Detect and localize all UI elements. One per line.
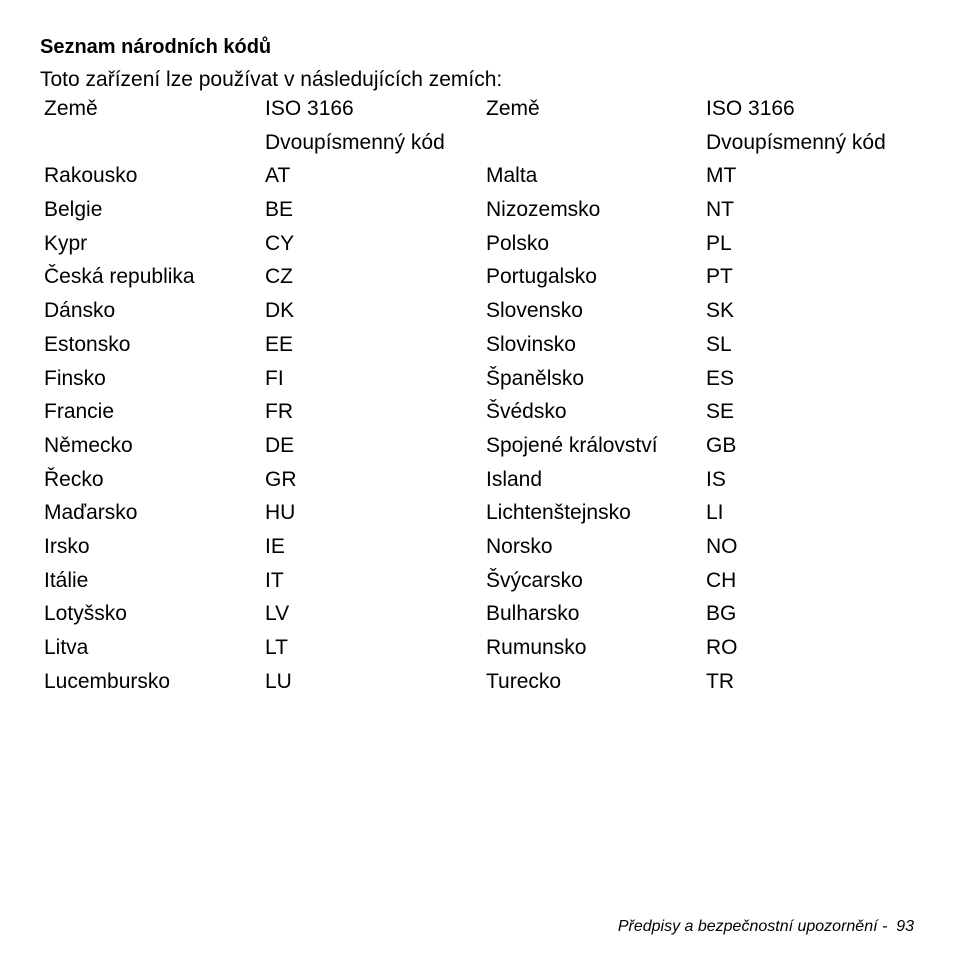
table-row [44, 227, 924, 261]
iso-code: PT [706, 265, 733, 289]
country-name: Lotyšsko [44, 602, 127, 626]
table-row [44, 159, 924, 193]
country-name: Slovensko [486, 299, 583, 323]
table-row [44, 294, 924, 328]
iso-code: BG [706, 602, 737, 626]
country-name: Německo [44, 433, 133, 457]
country-name: Belgie [44, 198, 103, 222]
header-country-1: Země [44, 97, 98, 120]
footer-text: Předpisy a bezpečnostní upozornění - [617, 918, 888, 935]
table-row [44, 260, 924, 294]
iso-code: RO [706, 636, 738, 659]
iso-code: MT [706, 164, 737, 188]
country-name: Švýcarsko [486, 568, 583, 592]
table-header-row [44, 92, 924, 126]
iso-code: CZ [265, 265, 293, 289]
country-name: Lichtenštejnsko [486, 501, 631, 525]
country-name: Rumunsko [486, 636, 587, 659]
iso-code: IS [706, 467, 726, 491]
iso-code: CH [706, 568, 737, 592]
country-name: Maďarsko [44, 501, 138, 525]
country-name: Bulharsko [486, 602, 580, 626]
table-row [44, 530, 924, 564]
country-name: Litva [44, 636, 89, 659]
page-number: 93 [896, 918, 914, 935]
iso-code: NO [706, 534, 738, 558]
table-body [44, 159, 924, 698]
country-name: Dánsko [44, 299, 116, 323]
country-name: Rakousko [44, 164, 138, 188]
iso-code: LV [265, 602, 290, 626]
iso-code: LU [265, 669, 292, 693]
iso-code: NT [706, 198, 734, 222]
header-iso-1: ISO 3166 [265, 97, 354, 120]
iso-code: LI [706, 501, 724, 525]
country-name: Irsko [44, 534, 90, 558]
table-subheader-row [44, 126, 924, 160]
country-name: Lucembursko [44, 669, 171, 693]
country-name: Švédsko [486, 400, 567, 424]
table-row [44, 597, 924, 631]
country-name: Itálie [44, 568, 89, 592]
country-name: Česká republika [44, 265, 195, 289]
table-row [44, 429, 924, 463]
iso-code: PL [706, 231, 732, 255]
iso-code: BE [265, 198, 294, 222]
page-footer [618, 917, 914, 937]
country-name: Polsko [486, 231, 550, 255]
table-row [44, 193, 924, 227]
iso-code: SE [706, 400, 735, 424]
iso-code: DK [265, 299, 295, 323]
iso-code: AT [265, 164, 291, 188]
country-name: Nizozemsko [486, 198, 601, 222]
iso-code: GB [706, 433, 737, 457]
table-row [44, 395, 924, 429]
iso-code: IE [265, 534, 285, 558]
country-name: Estonsko [44, 332, 131, 356]
country-name: Kypr [44, 231, 88, 255]
table-row [44, 362, 924, 396]
country-codes-table [44, 92, 924, 698]
iso-code: IT [265, 568, 284, 592]
country-name: Slovinsko [486, 332, 576, 356]
iso-code: FI [265, 366, 284, 390]
table-row [44, 631, 924, 665]
iso-code: LT [265, 636, 288, 659]
table-row [44, 665, 924, 699]
country-name: Norsko [486, 534, 553, 558]
iso-code: DE [265, 433, 295, 457]
iso-code: SL [706, 332, 732, 356]
country-name: Španělsko [486, 366, 585, 390]
country-name: Malta [486, 164, 538, 188]
country-name: Turecko [486, 669, 562, 693]
header-iso-2: ISO 3166 [706, 97, 795, 120]
iso-code: TR [706, 669, 734, 693]
country-name: Francie [44, 400, 115, 424]
country-name: Finsko [44, 366, 106, 390]
iso-code: SK [706, 299, 735, 323]
iso-code: ES [706, 366, 735, 390]
table-row [44, 496, 924, 530]
header-country-2: Země [486, 97, 540, 120]
subheader-iso-code-2: Dvoupísmenný kód [706, 130, 886, 154]
iso-code: HU [265, 501, 296, 525]
iso-code: GR [265, 467, 297, 491]
table-row [44, 463, 924, 497]
subheader-iso-code-1: Dvoupísmenný kód [265, 130, 445, 154]
table-row [44, 564, 924, 598]
country-name: Island [486, 467, 543, 491]
table-row [44, 328, 924, 362]
intro-text: Toto zařízení lze používat v následujících zemích: [40, 68, 503, 91]
country-name: Řecko [44, 467, 104, 491]
iso-code: CY [265, 231, 295, 255]
iso-code: EE [265, 332, 294, 356]
country-name: Portugalsko [486, 265, 597, 289]
iso-code: FR [265, 400, 293, 424]
page-heading: Seznam národních kódů [40, 36, 272, 58]
country-name: Spojené království [486, 433, 658, 457]
